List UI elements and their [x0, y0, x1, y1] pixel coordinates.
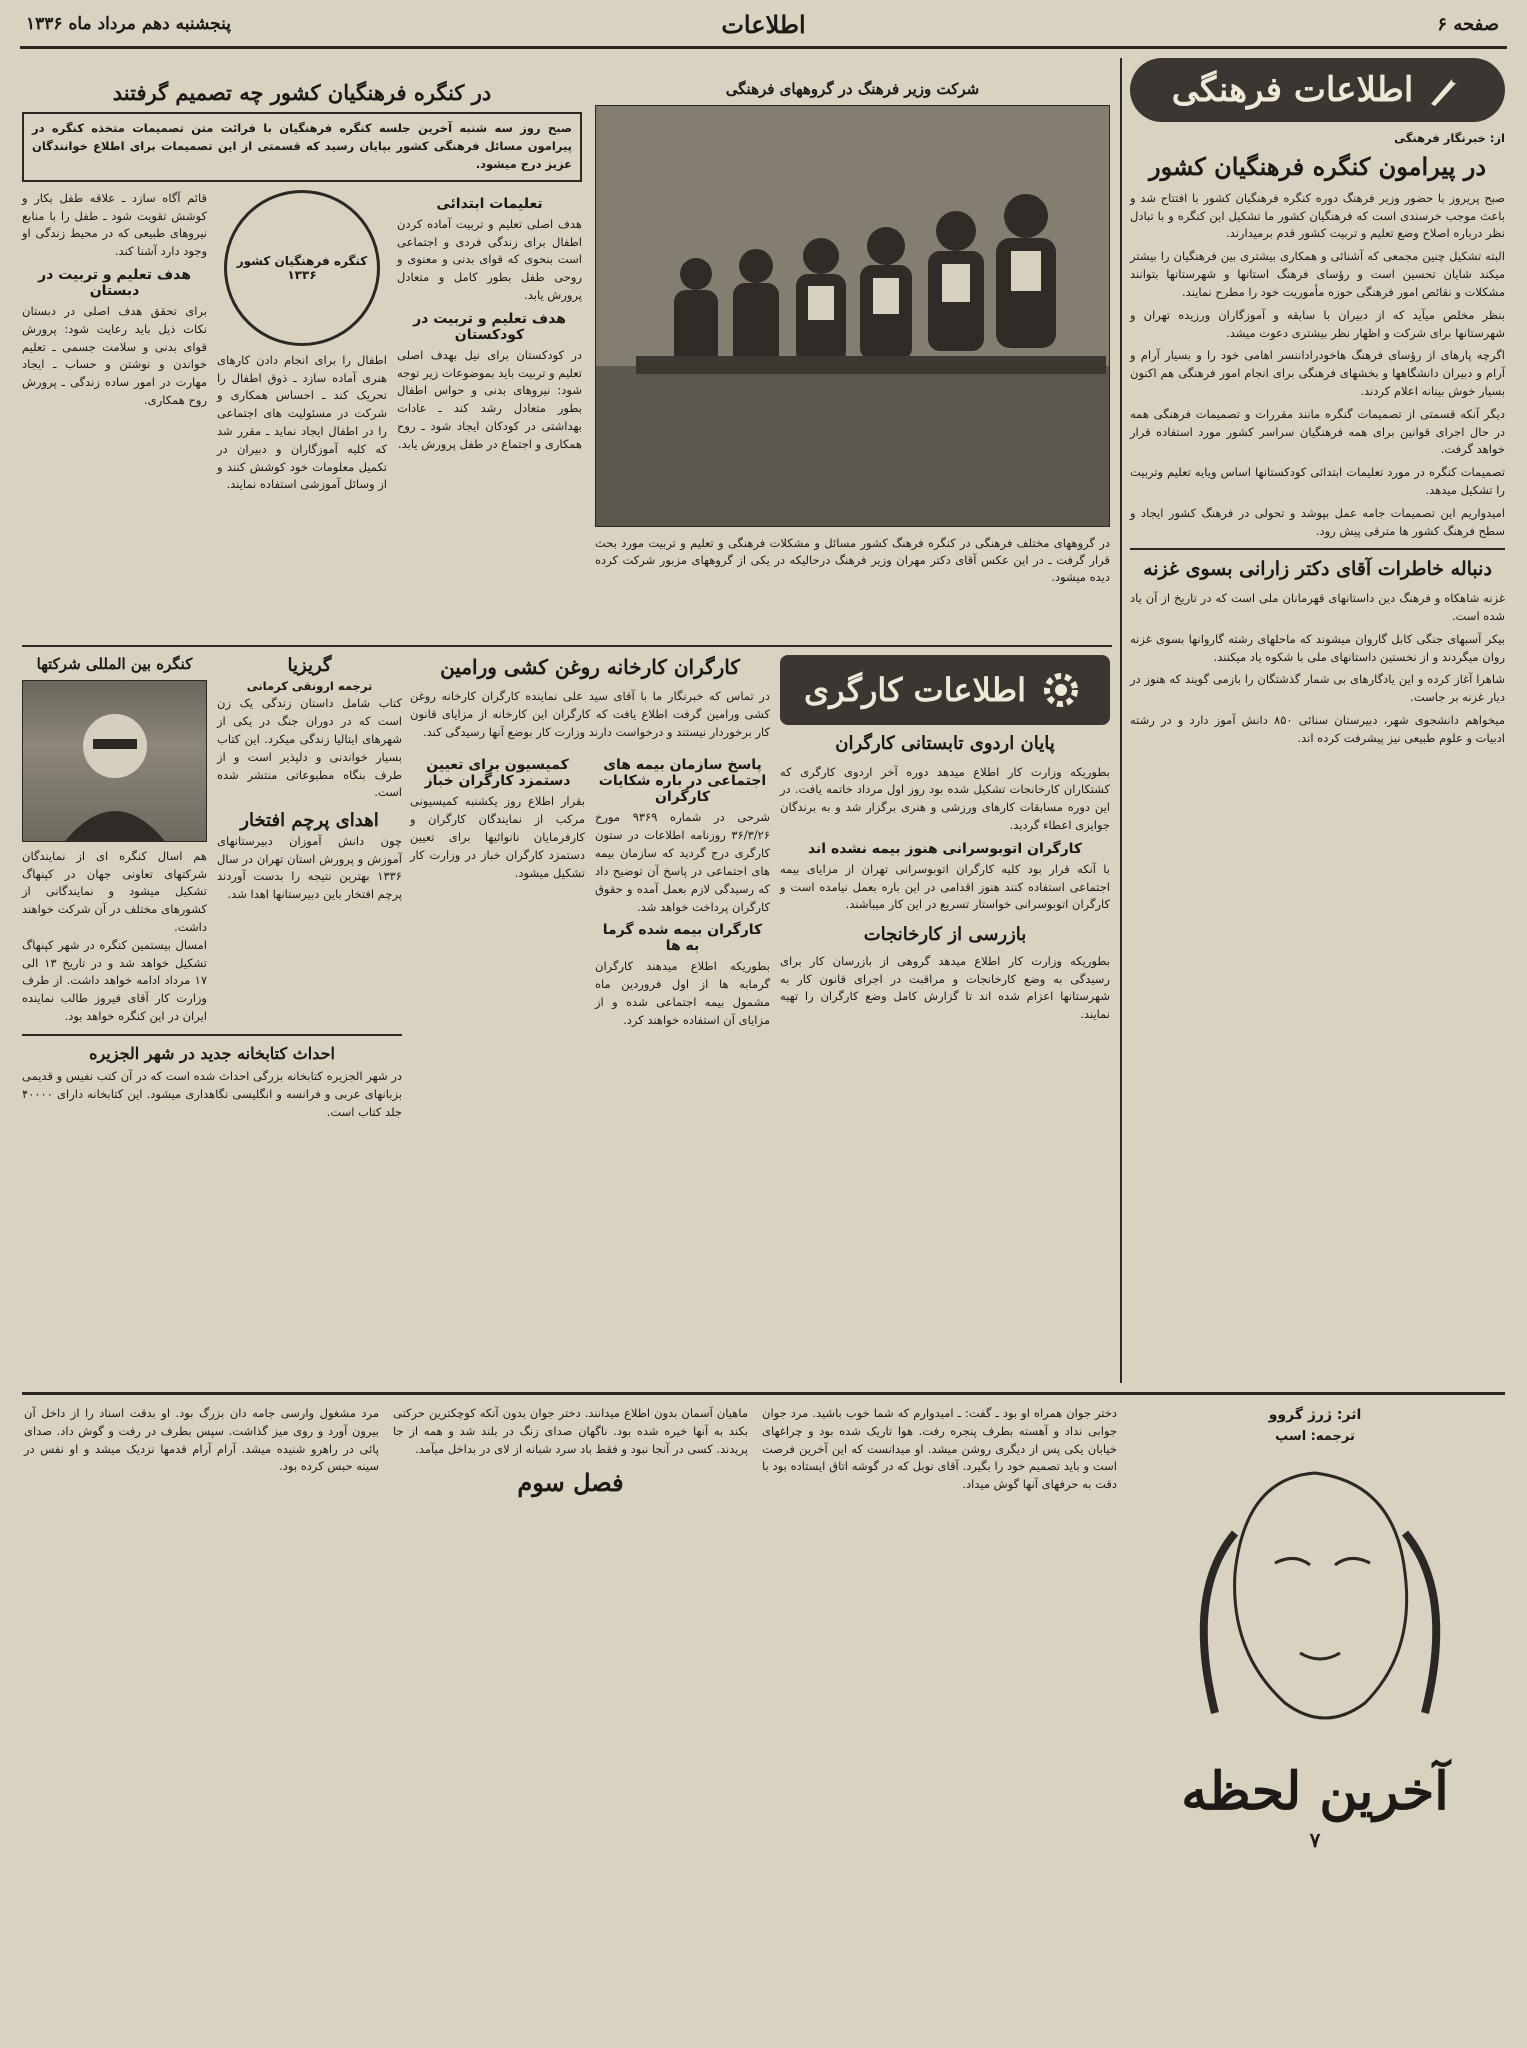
khaterat-paragraph: شاهرا آغاز کرده و این یادگارهای بی شمار گذشتگان را بازمی گویند که هنوز در دیار غزنه بر جاست.: [1130, 672, 1505, 705]
story-title-block: [1125, 1405, 1505, 2025]
flag-award-headline: اهدای پرچم افتخار: [240, 810, 379, 832]
culture-section-banner: [1130, 58, 1505, 122]
congress-left-text: قائم آگاه سازد ـ علاقه طفل بکار و کوشش تقویت شود ـ طفل را با منابع نیروهای طبیعی که در محیط زندگی او وجود دارد آشنا کند.: [22, 190, 207, 259]
baker-commission-headline: کمیسیون برای تعیین دستمزد کارگران خباز: [424, 757, 571, 790]
library-text: در شهر الجزیره کتابخانه بزرگی احداث شده است که در آن کتب نفیس و قدیمی بزبانهای عربی و فرانسه و انگلیسی نگاهداری میشود. این کتابخانه دارای ۴۰۰۰۰ جلد کتاب است.: [22, 1068, 402, 1119]
congress-col-middle: [217, 190, 387, 495]
grizia-text: کتاب شامل داستان زندگی یک زن است که در دوران جنگ در یکی از شهرهای ایتالیا زندگی میکرد. این کتاب بسیار خواندنی و دلپذیر است و از طرف بنگاه مطبوعاتی منتشر شده است.: [217, 696, 402, 800]
intl-congress-headline: کنگره بین المللی شرکتها: [36, 655, 193, 673]
issue-date: پنجشنبه دهم مرداد ماه ۱۳۳۶: [26, 14, 231, 34]
primary-goal-title: هدف تعلیم و تربیت در دبستان: [38, 266, 191, 299]
khaterat-article: [1130, 590, 1505, 748]
culture-column: [1130, 58, 1505, 1363]
story-column-1: دختر جوان همراه او بود ـ گفت: ـ امیدوارم که شما خوب باشید. مرد جوان جوابی نداد و آهسته بطرف پنجره رفت. هوا تاریک شده بود و چراغهای خیابان یکی پس از دیگری روشن میشد. او میدانست که این آخرین فرصت است و باید تصمیم خود را بگیرد. آقای نوبل که در گوشه اتاق ایستاده بود با دقت به حرفهای آنها گوش میداد.: [762, 1406, 1117, 1492]
bathhouse-insured-headline: کارگران بیمه شده گرما به ها: [602, 922, 763, 955]
photo-section: [595, 80, 1110, 640]
left-subcol-right: [217, 655, 402, 1026]
bus-insurance-headline: کارگران اتوبوسرانی هنوز بیمه نشده اند: [807, 840, 1083, 857]
primary-education-text: هدف اصلی تعلیم و تربیت آماده کردن اطفال برای زندگی فردی و اجتماعی است بنحوی که قوای بدنی و معنوی و روحی طفل بطور کامل و متعادل پرورش یابد.: [397, 216, 582, 302]
congress-section: [22, 80, 582, 640]
culture-paragraph: امیدواریم این تصمیمات جامه عمل بپوشد و تحولی در فرهنگ کشور ایجاد و سطح فرهنگ کشور ها مترقی پیش رود.: [1130, 505, 1505, 538]
insurance-answer-headline: پاسخ سازمان بیمه های اجتماعی در باره شکایات کارگران: [598, 757, 767, 806]
conference-photo: [595, 105, 1110, 527]
khaterat-paragraph: غزنه شاهکاه و فرهنگ دین داستانهای قهرمانان ملی است که در تاریخ از آن یاد شده است.: [1130, 591, 1505, 623]
inspection-text: بطوریکه وزارت کار اطلاع میدهد گروهی از بازرسان کار برای رسیدگی به وضع کارخانجات و مراقبت در اجرای قانون کار به شهرستانها اعزام شده اند تا گزارش کامل وضع کارگران را تهیه نمایند.: [780, 953, 1110, 1022]
congress-intro: صبح روز سه شنبه آخرین جلسه کنگره فرهنگیان با فرائت متن تصمیمات متخذه کنگره در پیرامون مسائل فرهنگی کشور بپایان رسید که قسمتی از این تصمیمات برای اطلاع خوانندگان عزیز درج میشود.: [22, 112, 582, 181]
khaterat-paragraph: بیکر آسبهای جنگی کابل گاروان میشوند که ماحلهای رشته گاروانها بسوی غزنه روان میگردند و از نخستین داستانهای ملی با شکوه یاد میکنند.: [1130, 631, 1505, 664]
culture-headline: در پیرامون کنگره فرهنگیان کشور: [1148, 151, 1487, 181]
chapter-title: فصل سوم: [517, 1468, 624, 1498]
woman-illustration: [1125, 1453, 1505, 1753]
congress-columns: [22, 190, 582, 495]
insurance-answer-text: شرحی در شماره ۹۳۶۹ مورخ ۳۶/۳/۲۶ روزنامه اطلاعات در ستون کارگری درج گردید که سازمان بیمه های اجتماعی در پاسخ آن توضیح داد که رسیدگی لازم بعمل آمده و حقوق کارگران پرداخت خواهد شد.: [595, 810, 770, 914]
primary-education-title: تعلیمات ابتدائی: [436, 195, 543, 212]
story-column-2: [393, 1405, 748, 2025]
labor-subcol-right: [595, 751, 770, 1029]
culture-divider: [1130, 548, 1505, 550]
khaterat-headline: دنباله خاطرات آقای دکتر زارانی بسوی غزنه: [1143, 558, 1492, 581]
labor-subcol-left: [410, 751, 585, 1029]
culture-paragraph: صبح پریروز با حضور وزیر فرهنگ دوره کنگره فرهنگیان کشور با افتتاح شد و باعث موجب خرسندی است که فرهنگیان کشور ما تشکیل این کنگره و با تبادل نظر درباره اصلاح وضع تعلیم و تربیت کشور قدم برمیدارند.: [1130, 190, 1505, 241]
camp-headline: پایان اردوی تابستانی کارگران: [835, 733, 1055, 754]
culture-paragraph: البته تشکیل چنین مجمعی که آشنائی و همکاری بیشتری بین فرهنگیان را بیشتر میکند شایان تحسین است و رؤسای فرهنگ استانها و شهرستانها بتوانند مشکلات و نقائص امور فرهنگی حوزه مأموریت خود را مطرح نمایند.: [1130, 249, 1505, 299]
baker-commission-text: بقرار اطلاع روز یکشنبه کمیسیونی مرکب از نمایندگان کارگران و کارفرمایان نانوائیها برای تعیین دستمزد کارگران خباز در وزارت کار تشکیل میشود.: [410, 794, 585, 880]
primary-goal-text: برای تحقق هدف اصلی در دبستان نکات ذیل باید رعایت شود: پرورش قوای بدنی و سلامت جسمی ـ تعلیم خواندن و نوشتن و حساب ـ ایجاد مهارت در امور ساده زندگی ـ پرورش روح همکاری.: [22, 303, 207, 407]
oil-factory-headline: کارگران کارخانه روغن کشی ورامین: [440, 655, 740, 679]
congress-col-right: [397, 190, 582, 495]
left-subcol-left: [22, 655, 207, 1026]
flag-award-text: چون دانش آموزان دبیرستانهای آموزش و پرورش استان تهران در سال ۱۳۳۶ بهترین نتیجه را بدست آوردند پرچم افتخار باین دبیرستانها اهدا شد.: [217, 833, 402, 902]
portrait-photo: [22, 680, 207, 842]
culture-article: [1130, 190, 1505, 541]
culture-paragraph: اگرچه پارهای از رؤسای فرهنگ هاخودراداننسر اهامی خود را و بسیار آرام و آرام و دبیران دانشگاهها و بخشهای فرهنگی برای انجام امور فرهنگی هم اکنون بسیار خوش بینانه اعلام کردند.: [1130, 348, 1505, 398]
labor-subcolumns: [410, 751, 770, 1029]
congress-col-left: [22, 190, 207, 495]
story-column-3: مرد مشغول وارسی جامه دان بزرگ بود. او بدقت اسناد را از داخل آن بیرون آورد و روی میز گذاشت. سپس بطرف در رفت و گوش داد. صدای پائی در راهرو شنیده میشد. آرام آرام قدمها نزدیک میشد و او نفس در سینه حبس کرده بود.: [24, 1406, 379, 1474]
story-title: آخرین لحظه: [1181, 1760, 1449, 1822]
culture-byline: از: خبرنگار فرهنگی: [1394, 131, 1505, 145]
left-top-row: [22, 655, 402, 1026]
bus-insurance-text: با آنکه قرار بود کلیه کارگران اتوبوسرانی تهران از مزایای بیمه اجتماعی استفاده کنند هنوز اقدامی در این باره بعمل نیامده است و کارگران اتوبوسرانی خواستار تسریع در این کار میباشند.: [780, 861, 1110, 912]
left-news-column: [22, 655, 402, 1380]
pen-icon: [1423, 70, 1463, 110]
culture-paragraph: بنظر مخلص میآید که از دبیران با سابقه و آموزگاران ورزیده تهران و شهرستانها برای شرکت و اظهار نظر بیشتری دعوت میشد.: [1130, 307, 1505, 340]
page-number: صفحه ۶: [1437, 14, 1499, 35]
inspection-headline: بازرسی از کارخانجات: [863, 924, 1027, 946]
story-columns: [22, 1405, 1117, 2025]
kindergarten-title: هدف تعلیم و تربیت در کودکستان: [413, 310, 566, 343]
left-divider: [22, 1034, 402, 1036]
masthead-rule: [20, 46, 1507, 49]
congress-headline: در کنگره فرهنگیان کشور چه تصمیم گرفتند: [112, 80, 492, 105]
section-rule: [22, 645, 1112, 647]
khaterat-paragraph: میخواهم دانشجوی شهر، دبیرستان سنائی ۸۵۰ دانش آموز دارد و در رشته ادبیات و علوم طبیعی نیز پیشرفت کرده اند.: [1130, 713, 1505, 745]
gear-icon: [1036, 665, 1086, 715]
culture-paragraph: تصمیمات کنگره در مورد تعلیمات ابتدائی کودکستانها اساس ویایه تعلیم وتربیت را تشکیل میدهد.: [1130, 465, 1505, 497]
story-column-2-text: ماهیان آسمان بدون اطلاع میدانند. دختر جوان بدون آنکه کوچکترین حرکتی بکند به آنها خیره شده بود. ناگهان صدای زنگ در بلند شد و همه از جا پریدند. کسی در آنجا نبود و فقط باد سرد شبانه از لای در بداخل میآمد.: [393, 1406, 748, 1456]
grizia-headline: گریزیا: [287, 655, 332, 676]
intl-congress-text-2: امسال بیستمین کنگره در شهر کپنهاگ تشکیل خواهد شد و در تاریخ ۱۳ الی ۱۷ مرداد ادامه خواهد داشت. از طرف وزارت کار آقای فیروز طالب نماینده ایران در این کنگره خواهد بود.: [22, 937, 207, 1024]
newspaper-name: اطلاعات: [721, 10, 806, 39]
intl-congress-text: هم اسال کنگره ای از نمایندگان شرکتهای تعاونی جهان در کپنهاگ تشکیل میشود و نمایندگانی از کشورهای مختلف در آن شرکت خواهند داشت.: [22, 848, 207, 934]
grizia-translator: ترجمه ارونقی کرمانی: [246, 678, 373, 693]
column-rule: [1120, 58, 1122, 1383]
oil-factory-text: در تماس که خبرنگار ما با آقای سید علی نماینده کارگران کارخانه روغن کشی ورامین گرفت اطلاع یافت که کارگران این کارخانه از مزایای قانون کار برخوردار نیستند و درخواست دارند وزارت کار بوضع آنها رسیدگی کند.: [410, 689, 770, 739]
delegates-image: [596, 106, 1109, 526]
photo-heading: شرکت وزیر فرهنگ در گروههای فرهنگی: [725, 80, 980, 98]
labor-banner-title: اطلاعات کارگری: [804, 671, 1026, 709]
story-author: اثر: ژرژ گروو: [1268, 1407, 1362, 1423]
seal-text: کنگره فرهنگیان کشور ۱۳۳۶: [236, 253, 368, 282]
culture-paragraph: دیگر آنکه قسمتی از تصمیمات گنگره مانند مقررات و تصمیمات فرهنگی همه در حال اجرای قوانین برای همه فرهنگیان سراسر کشور مورد استفاده قرار خواهد گرفت.: [1130, 406, 1505, 457]
photo-caption: در گروههای مختلف فرهنگی در کنگره فرهنگ کشور مسائل و مشکلات فرهنگی و تعلیم و تربیت مورد بحث قرار گرفت ـ در این عکس آقای دکتر مهران وزیر فرهنگ درحالیکه در یکی از گروههای مزبور شرکت کرده دیده میشود.: [595, 535, 1110, 585]
story-rule: [22, 1392, 1505, 1395]
camp-text: بطوریکه وزارت کار اطلاع میدهد دوره آخر اردوی کارگری که کشتکاران کارخانجات تشکیل شده بود روز اول مرداد خاتمه یافت. در این دوره مسابقات کارهای ورزشی و هنری برگزار شد و به برندگان جوایزی اعطاء گردید.: [780, 764, 1110, 832]
man-portrait: [55, 691, 175, 841]
story-part-number: ۷: [1309, 1827, 1321, 1852]
culture-banner-title: اطلاعات فرهنگی: [1171, 70, 1414, 110]
story-translator: ترجمه: اسپ: [1275, 1428, 1355, 1444]
kindergarten-text: در کودکستان برای نیل بهدف اصلی تعلیم و تربیت باید بموضوعات زیر توجه شود: نیروهای بدنی و حواس اطفال بطور متعادل رشد کند ـ عادات بهداشتی در کودکان ایجاد شود ـ روح همکاری و اجتماع در طفل پرورش یابد.: [397, 347, 582, 451]
labor-section-banner: [780, 655, 1110, 725]
labor-secondary: [410, 655, 770, 1380]
congress-seal-emblem: [224, 190, 380, 346]
bathhouse-insured-text: بطوریکه اطلاع میدهند کارگران گرمابه ها از اول فروردین ماه مشمول بیمه اجتماعی شده و از مزایای آن استفاده خواهند کرد.: [595, 959, 770, 1027]
labor-main: [780, 655, 1110, 1380]
library-headline: احداث کتابخانه جدید در شهر الجزیره: [89, 1043, 335, 1063]
congress-middle-text: اطفال را برای انجام دادن کارهای هنری آماده سازد ـ ذوق اطفال را تحریک کند ـ احساس همکاری و شرکت در مسئولیت های اجتماعی را در اطفال ایجاد نماید ـ مقرر شد که کلیه آموزگاران و دبیران در تکمیل معلومات خود کوشش کنند و از وسائل آموزشی استفاده نمایند.: [217, 352, 387, 492]
